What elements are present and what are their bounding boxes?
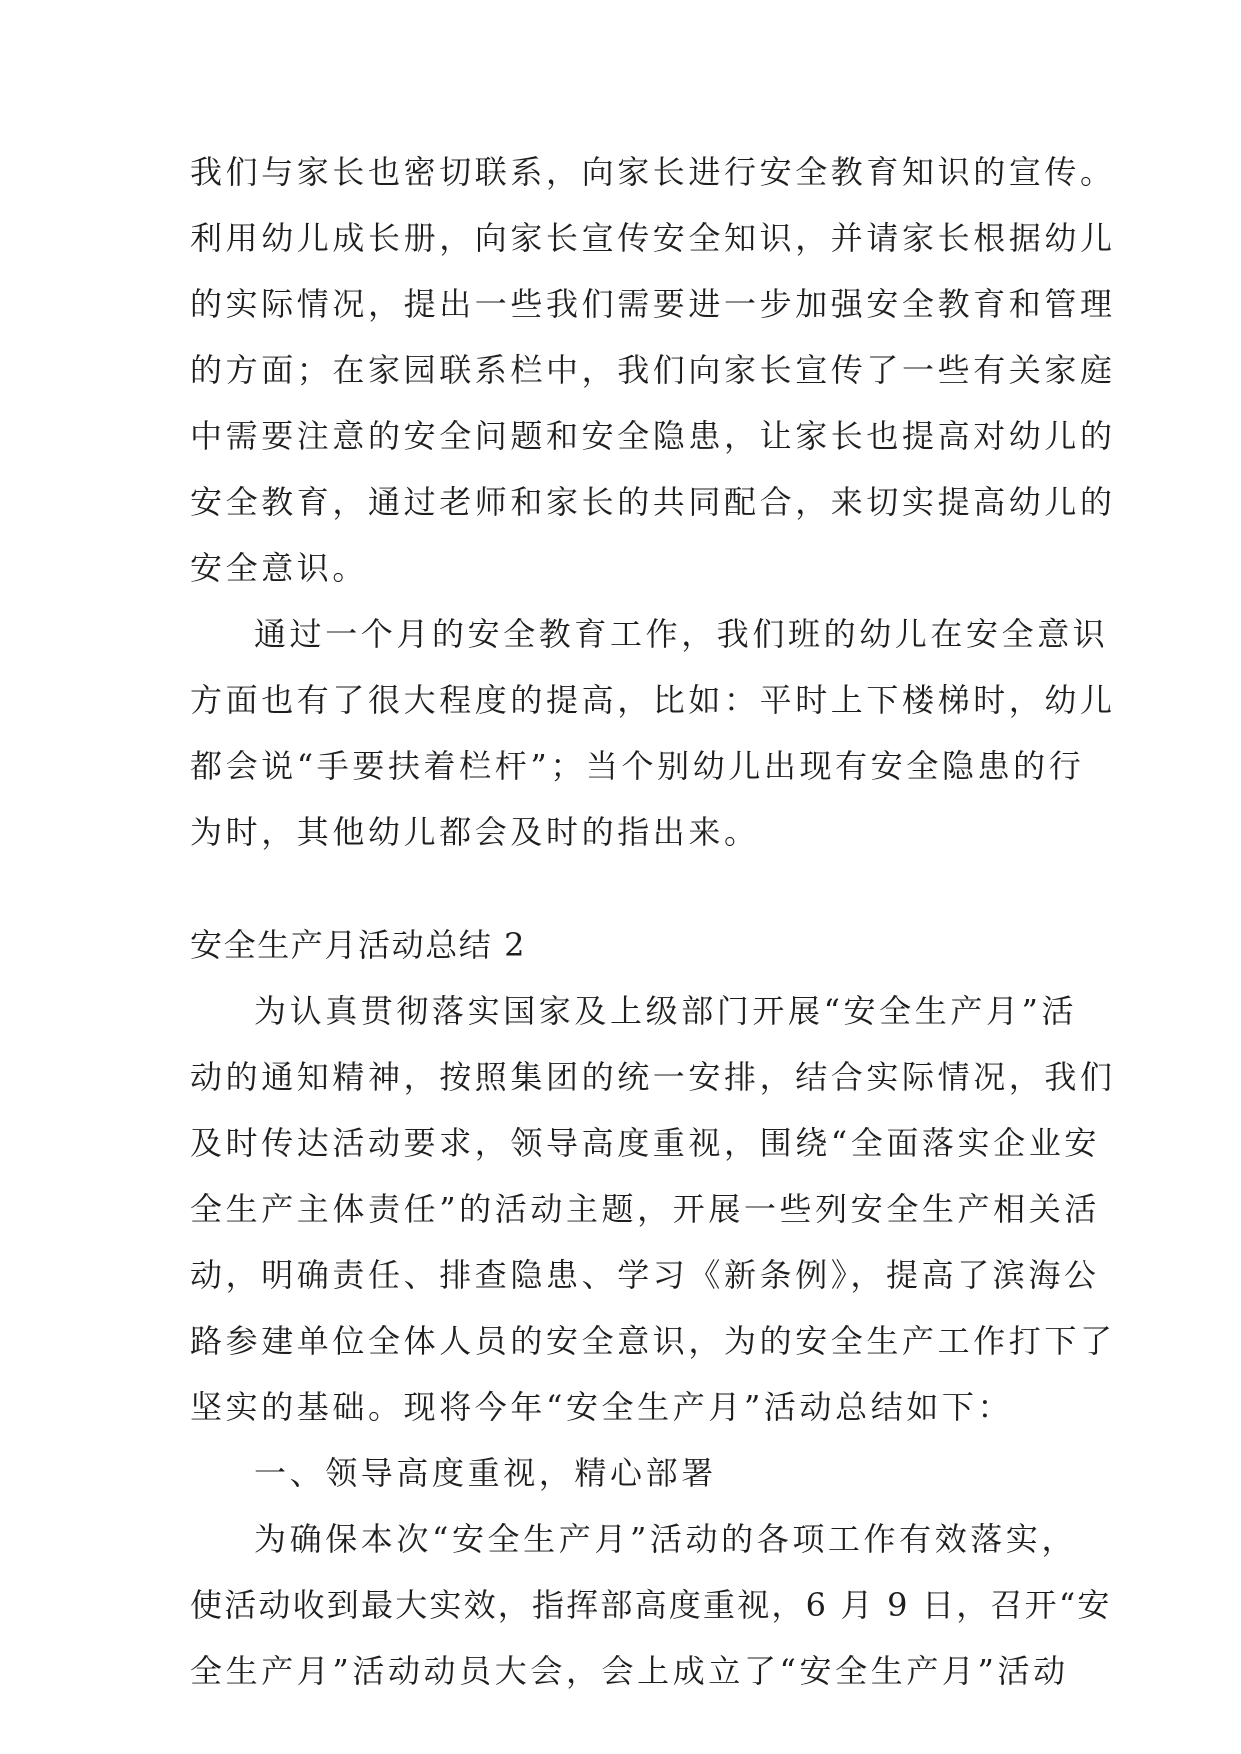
paragraph-3-line: 全生产主体责任”的活动主题，开展一些列安全生产相关活 [190, 1190, 1100, 1228]
paragraph-1-line: 的方面；在家园联系栏中，我们向家长宣传了一些有关家庭 [190, 351, 1116, 389]
paragraph-2-line: 方面也有了很大程度的提高，比如：平时上下楼梯时，幼儿 [190, 681, 1116, 719]
paragraph-2-line: 都会说“手要扶着栏杆”；当个别幼儿出现有安全隐患的行 [190, 747, 1085, 785]
paragraph-3-line: 动的通知精神，按照集团的统一安排，结合实际情况，我们 [190, 1058, 1116, 1096]
section-title: 安全生产月活动总结 2 [190, 926, 527, 964]
paragraph-1-line: 的实际情况，提出一些我们需要进一步加强安全教育和管理 [190, 285, 1116, 323]
paragraph-3-line: 坚实的基础。现将今年“安全生产月”活动总结如下： [190, 1388, 1014, 1426]
paragraph-1-line: 中需要注意的安全问题和安全隐患，让家长也提高对幼儿的 [190, 417, 1116, 455]
paragraph-1-line: 安全意识。 [190, 549, 369, 587]
paragraph-2-line: 通过一个月的安全教育工作，我们班的幼儿在安全意识 [254, 615, 1109, 653]
paragraph-3-line: 路参建单位全体人员的安全意识，为的安全生产工作打下了 [190, 1322, 1116, 1360]
paragraph-1-line: 我们与家长也密切联系，向家长进行安全教育知识的宣传。 [190, 153, 1116, 191]
paragraph-2-line: 为时，其他幼儿都会及时的指出来。 [190, 813, 760, 851]
paragraph-4-line: 使活动收到最大实效，指挥部高度重视，6 月 9 日，召开“安 [190, 1586, 1112, 1624]
paragraph-3-line: 为认真贯彻落实国家及上级部门开展“安全生产月”活 [254, 992, 1078, 1030]
paragraph-1-line: 安全教育，通过老师和家长的共同配合，来切实提高幼儿的 [190, 483, 1116, 521]
paragraph-1-line: 利用幼儿成长册，向家长宣传安全知识，并请家长根据幼儿 [190, 219, 1116, 257]
paragraph-4-line: 为确保本次“安全生产月”活动的各项工作有效落实， [254, 1520, 1078, 1558]
paragraph-4-line: 全生产月”活动动员大会，会上成立了“安全生产月”活动 [190, 1652, 1069, 1690]
subheading: 一、领导高度重视，精心部署 [254, 1454, 717, 1492]
paragraph-3-line: 及时传达活动要求，领导高度重视，围绕“全面落实企业安 [190, 1124, 1100, 1162]
paragraph-3-line: 动，明确责任、排查隐患、学习《新条例》，提高了滨海公 [190, 1256, 1100, 1294]
